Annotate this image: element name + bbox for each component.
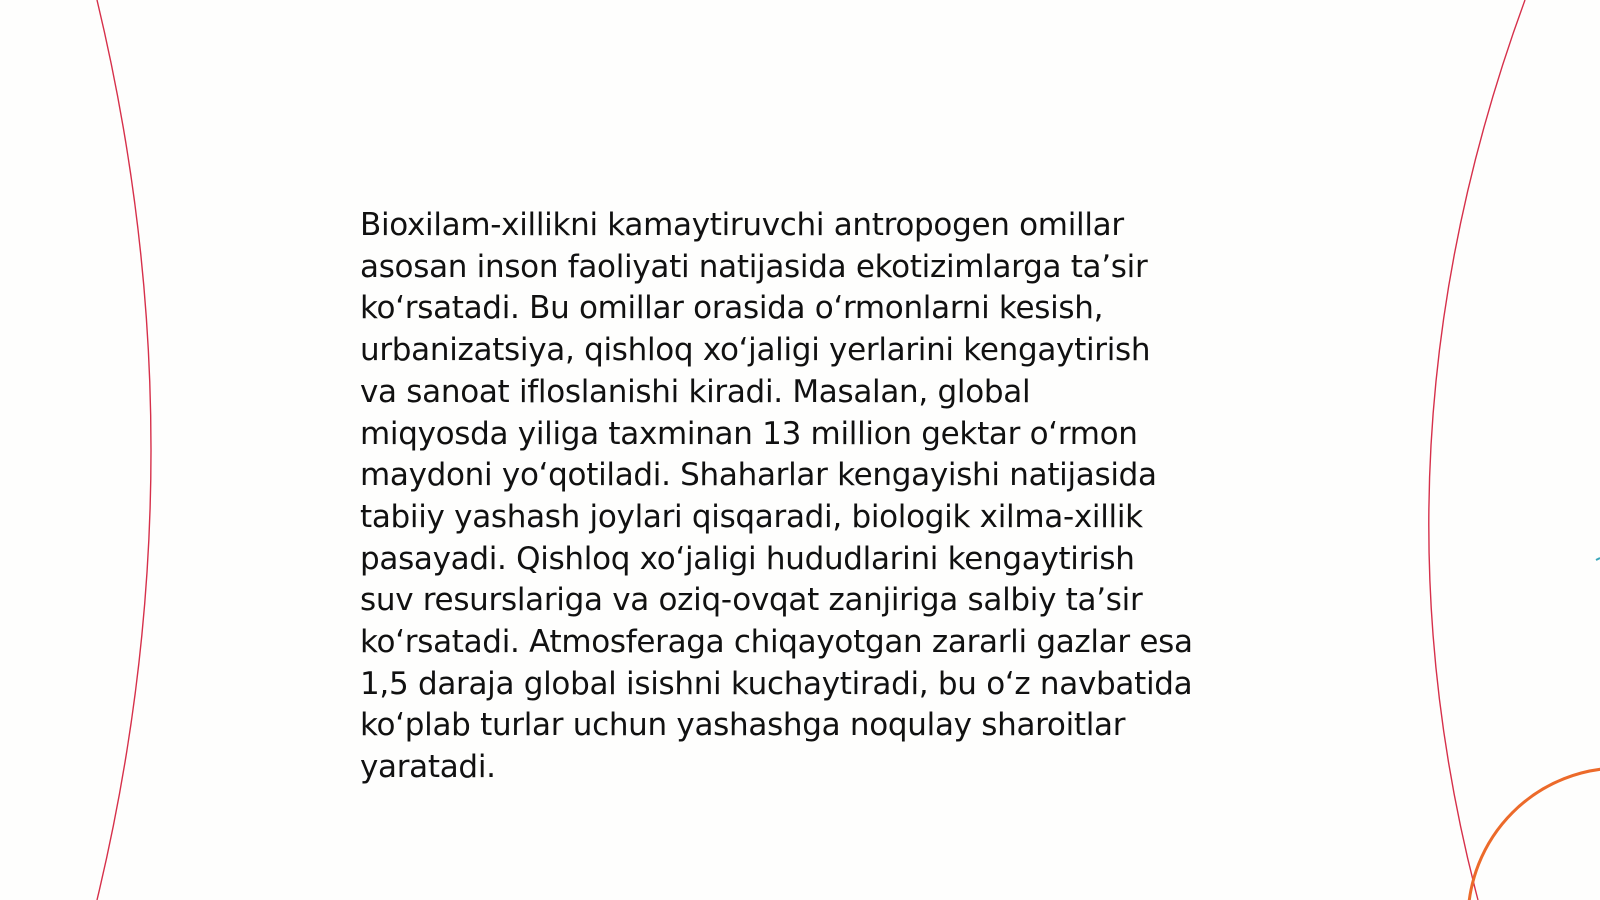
text-line: asosan inson faoliyati natijasida ekotizimlarga ta’sir xyxy=(360,248,1148,285)
text-line: ko‘rsatadi. Atmosferaga chiqayotgan zararli gazlar esa xyxy=(360,624,1193,661)
text-line: urbanizatsiya, qishloq xo‘jaligi yerlarini kengaytirish xyxy=(360,332,1151,369)
text-line: maydoni yo‘qotiladi. Shaharlar kengayishi natijasida xyxy=(360,457,1157,494)
text-line: yaratadi. xyxy=(360,749,496,786)
text-line: va sanoat ifloslanishi kiradi. Masalan, global xyxy=(360,373,1031,410)
text-line: ko‘rsatadi. Bu omillar orasida o‘rmonlarni kesish, xyxy=(360,290,1104,327)
left-curve-line xyxy=(97,0,151,900)
text-line: Bioxilam-xillikni kamaytiruvchi antropogen omillar xyxy=(360,207,1124,243)
text-line: tabiiy yashash joylari qisqaradi, biologik xilma-xillik xyxy=(360,498,1143,535)
text-line: suv resurslariga va oziq-ovqat zanjiriga salbiy ta’sir xyxy=(360,582,1143,619)
edge-accent xyxy=(1596,558,1600,560)
body-paragraph xyxy=(360,205,1260,789)
text-line: pasayadi. Qishloq xo‘jaligi hududlarini kengaytirish xyxy=(360,540,1135,577)
text-line: ko‘plab turlar uchun yashashga noqulay sharoitlar xyxy=(360,707,1126,744)
corner-arc xyxy=(1468,768,1600,900)
text-line: miqyosda yiliga taxminan 13 million gektar o‘rmon xyxy=(360,415,1138,452)
right-curve-line xyxy=(1429,0,1525,900)
text-line: 1,5 daraja global isishni kuchaytiradi, bu o‘z navbatida xyxy=(360,665,1193,702)
